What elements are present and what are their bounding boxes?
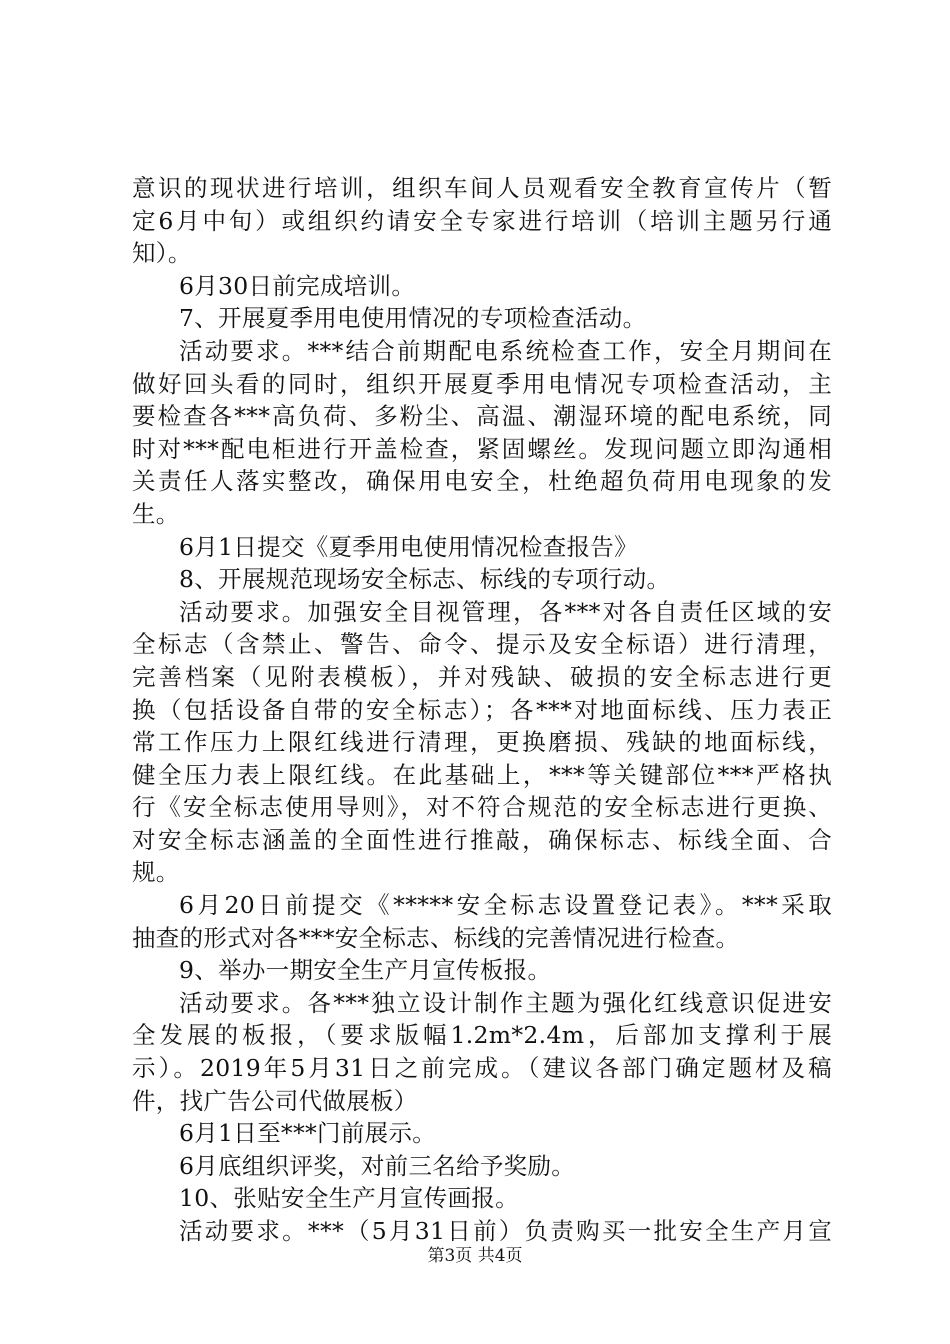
text-line: 对安全标志涵盖的全面性进行推敲，确保标志、标线全面、合 — [132, 825, 832, 854]
text-line: 活动要求。各***独立设计制作主题为强化红线意识促进安 — [179, 988, 832, 1017]
text-line: 健全压力表上限红线。在此基础上，***等关键部位***严格执 — [132, 760, 832, 789]
document-body — [132, 172, 832, 1248]
text-line: 知）。 — [132, 239, 192, 268]
text-line: 活动要求。***（5月31日前）负责购买一批安全生产月宣 — [179, 1217, 832, 1245]
text-line: 6月20日前提交《*****安全标志设置登记表》。***采取 — [179, 891, 832, 920]
text-line: 完善档案（见附表模板），并对残缺、破损的安全标志进行更 — [132, 662, 832, 691]
text-line: 7、开展夏季用电使用情况的专项检查活动。 — [179, 304, 647, 333]
text-line: 件，找广告公司代做展板） — [132, 1086, 418, 1115]
text-line: 抽查的形式对各***安全标志、标线的完善情况进行检查。 — [132, 923, 740, 952]
text-line: 关责任人落实整改，确保用电安全，杜绝超负荷用电现象的发 — [132, 467, 832, 496]
text-line: 做好回头看的同时，组织开展夏季用电情况专项检查活动，主 — [132, 369, 832, 398]
page-footer — [0, 1244, 950, 1268]
text-line: 行《安全标志使用导则》，对不符合规范的安全标志进行更换、 — [132, 793, 832, 822]
text-line: 活动要求。***结合前期配电系统检查工作，安全月期间在 — [179, 336, 832, 365]
text-line: 全标志（含禁止、警告、命令、提示及安全标语）进行清理， — [132, 630, 832, 659]
text-line: 活动要求。加强安全目视管理，各***对各自责任区域的安 — [179, 597, 832, 626]
page-number-label: 第3页 共4页 — [427, 1246, 523, 1266]
text-line: 6月1日提交《夏季用电使用情况检查报告》 — [179, 532, 638, 561]
text-line: 6月30日前完成培训。 — [179, 271, 416, 300]
text-line: 换（包括设备自带的安全标志）；各***对地面标线、压力表正 — [132, 695, 832, 724]
text-line: 要检查各***高负荷、多粉尘、高温、潮湿环境的配电系统，同 — [132, 402, 832, 431]
text-line: 规。 — [132, 858, 180, 887]
text-line: 定6月中旬）或组织约请安全专家进行培训（培训主题另行通 — [132, 206, 832, 235]
text-line: 9、举办一期安全生产月宣传板报。 — [179, 956, 552, 985]
text-line: 全发展的板报，（要求版幅1.2m*2.4m，后部加支撑利于展 — [132, 1021, 832, 1050]
text-line: 意识的现状进行培训，组织车间人员观看安全教育宣传片（暂 — [132, 174, 832, 202]
text-line: 生。 — [132, 499, 180, 528]
text-line: 时对***配电柜进行开盖检查，紧固螺丝。发现问题立即沟通相 — [132, 434, 832, 463]
text-line: 示）。2019年5月31日之前完成。（建议各部门确定题材及稿 — [132, 1054, 832, 1083]
text-line: 6月1日至***门前展示。 — [179, 1119, 437, 1148]
text-line: 8、开展规范现场安全标志、标线的专项行动。 — [179, 565, 671, 594]
text-line: 常工作压力上限红线进行清理，更换磨损、残缺的地面标线， — [132, 728, 832, 757]
text-line: 6月底组织评奖，对前三名给予奖励。 — [179, 1151, 576, 1180]
text-line: 10、张贴安全生产月宣传画报。 — [179, 1184, 519, 1213]
